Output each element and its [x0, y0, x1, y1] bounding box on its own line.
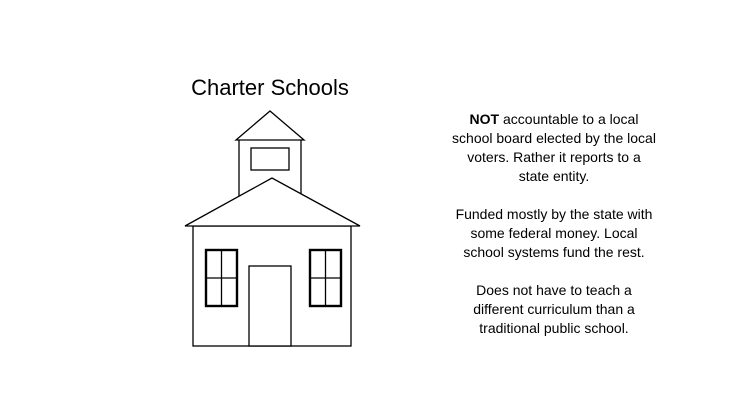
fact-emphasis: NOT [469, 111, 500, 127]
fact-curriculum [452, 281, 656, 338]
fact-accountability [452, 110, 656, 186]
door [249, 266, 291, 346]
schoolhouse-icon [180, 106, 364, 352]
bell-tower-roof [236, 111, 304, 140]
left-window [206, 250, 237, 306]
fact-text: accountable to a local school board elected by the local voters. Rather it reports to a state entity. [452, 111, 656, 184]
fact-funding [452, 205, 656, 262]
fact-text: Funded mostly by the state with some federal money. Local school systems fund the rest. [455, 206, 653, 260]
facts-list [452, 110, 656, 338]
slide-title: Charter Schools [191, 75, 349, 100]
tower-window [251, 148, 289, 170]
right-window [310, 250, 341, 306]
main-roof [185, 178, 360, 226]
fact-text: Does not have to teach a different curriculum than a traditional public school. [473, 282, 635, 336]
